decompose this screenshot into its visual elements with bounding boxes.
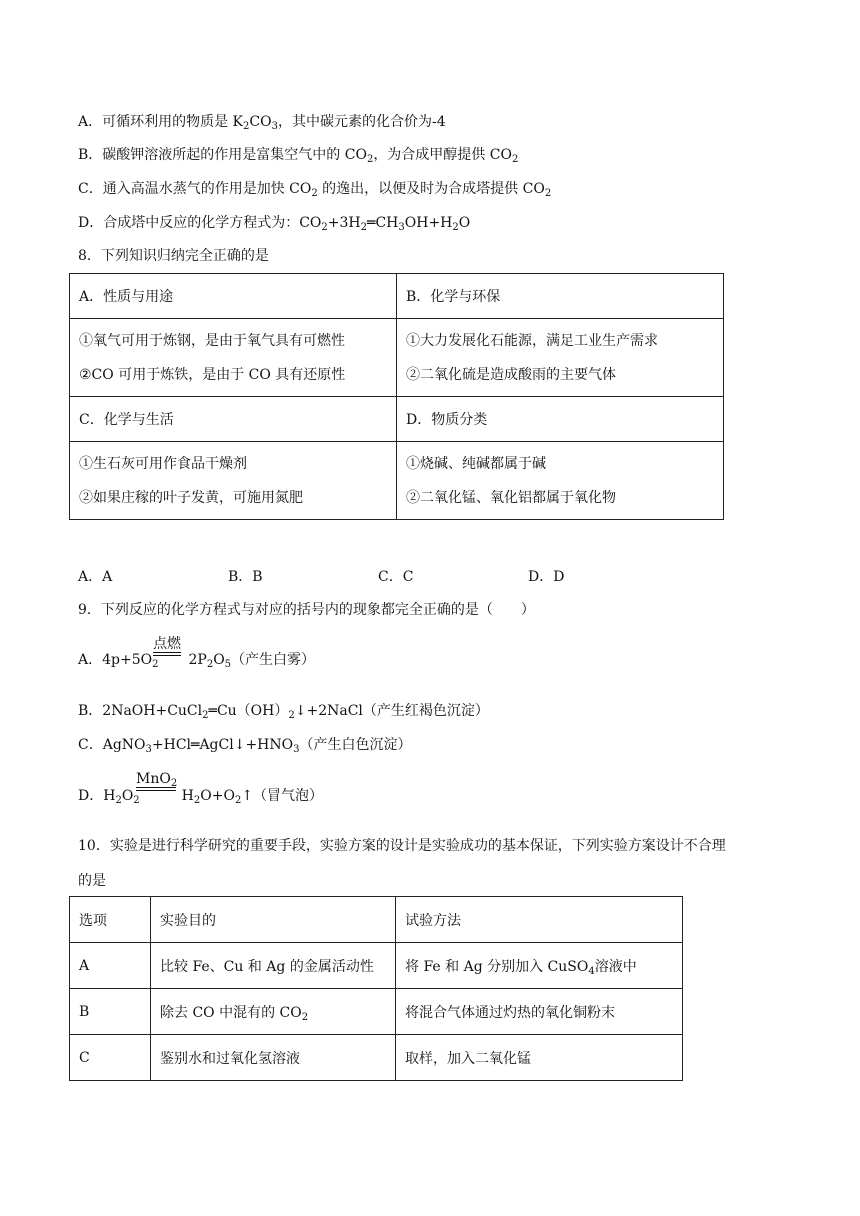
q9-option-d: D．$H_2O_2$ $H_2O+O_2↑$（冒气泡） [78, 788, 324, 806]
table-row [70, 943, 683, 989]
q10-table [69, 896, 683, 1081]
q10-header-goal: 实验目的 [151, 897, 396, 943]
q8-table [69, 273, 724, 520]
q7-option-b: B．碳酸钾溶液所起的作用是富集空气中的 $CO_2$，为合成甲醇提供 $CO_2$ [78, 147, 519, 165]
table-row [70, 989, 683, 1035]
q8-cell-b-items: ①大力发展化石能源，满足工业生产需求 ②二氧化硫是造成酸雨的主要气体 [397, 319, 724, 397]
q7-option-c: C．通入高温水蒸气的作用是加快 $CO_2$ 的逸出，以便及时为合成塔提供 $CO_2$ [78, 181, 552, 199]
q10-header-method: 试验方法 [396, 897, 683, 943]
q10-header-option: 选项 [70, 897, 151, 943]
q8-cell-a-head: A．性质与用途 [70, 274, 397, 319]
q8-choice-d: D．D [528, 569, 565, 585]
q8-cell-d-head: D．物质分类 [397, 397, 724, 442]
q7-option-a: A．可循环利用的物质是 $K_2CO_3$，其中碳元素的化合价为-4 [78, 114, 446, 132]
q10-row-goal: 除去 CO 中混有的 $CO_2$ [151, 989, 396, 1035]
q10-row-method: 取样，加入二氧化锰 [396, 1035, 683, 1081]
q9-option-b: B．$2NaOH+CuCl_2═Cu(OH)_2↓+2NaCl$（产生红褐色沉淀） [78, 703, 489, 721]
q10-row-goal: 比较 Fe、Cu 和 Ag 的金属活动性 [151, 943, 396, 989]
q10-row-option: C [70, 1035, 151, 1081]
q8-cell-d-items: ①烧碱、纯碱都属于碱 ②二氧化锰、氧化铝都属于氧化物 [397, 442, 724, 520]
q8-choice-c: C．C [378, 569, 414, 585]
q8-choice-b: B．B [228, 569, 263, 585]
q8-cell-c-items: ①生石灰可用作食品干燥剂 ②如果庄稼的叶子发黄，可施用氮肥 [70, 442, 397, 520]
q9-stem: 9．下列反应的化学方程式与对应的括号内的现象都完全正确的是（ ） [78, 602, 535, 618]
q8-stem: 8．下列知识归纳完全正确的是 [78, 248, 269, 264]
q10-row-option: B [70, 989, 151, 1035]
q8-cell-a-items: ①氧气可用于炼钢，是由于氧气具有可燃性 ②CO 可用于炼铁，是由于 CO 具有还原性 [70, 319, 397, 397]
q9-option-c: C．$AgNO_3+HCl═AgCl↓+HNO_3$（产生白色沉淀） [78, 737, 412, 755]
q10-row-option: A [70, 943, 151, 989]
q10-row-method: 将混合气体通过灼热的氧化铜粉末 [396, 989, 683, 1035]
q9-option-a: A．$4p+5O_2$ $2P_2O_5$（产生白雾） [78, 652, 316, 670]
q7-option-d: D．合成塔中反应的化学方程式为：$CO_2+3H_2═CH_3OH+H_2O$ [78, 215, 471, 233]
table-row [70, 1035, 683, 1081]
q8-choice-a: A．A [78, 569, 113, 585]
q10-row-goal: 鉴别水和过氧化氢溶液 [151, 1035, 396, 1081]
q9-a-condition: 点燃 [153, 636, 181, 656]
q8-cell-b-head: B．化学与环保 [397, 274, 724, 319]
q10-row-method: 将 Fe 和 Ag 分别加入 CuSO$_4$溶液中 [396, 943, 683, 989]
q8-cell-c-head: C．化学与生活 [70, 397, 397, 442]
q10-header-row [70, 897, 683, 943]
q10-stem-line2: 的是 [78, 873, 106, 889]
q10-stem-line1: 10．实验是进行科学研究的重要手段，实验方案的设计是实验成功的基本保证，下列实验方案设计不合理 [78, 838, 726, 854]
q9-d-condition: MnO$_2$ [136, 771, 178, 789]
